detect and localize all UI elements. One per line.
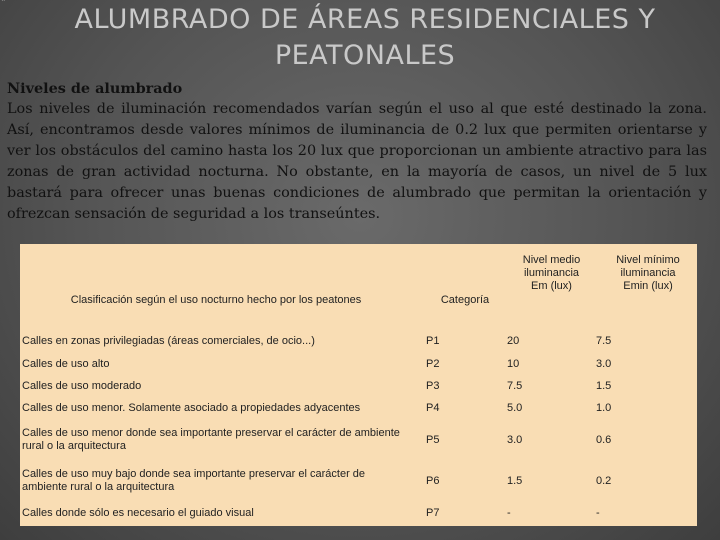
row-description: Calles en zonas privilegiadas (áreas comerciales, de ocio...) (22, 335, 315, 347)
row-category: P7 (426, 507, 440, 519)
row-category: P3 (426, 380, 440, 392)
row-description: Calles de uso alto (22, 358, 110, 370)
row-average: 10 (507, 358, 520, 370)
row-description: Calles de uso muy bajo donde sea importante preservar el carácter de ambiente rural o la arquitectura (22, 468, 366, 493)
row-minimum: 1.0 (596, 402, 612, 414)
row-average: 20 (507, 335, 520, 347)
header-average-illuminance (504, 254, 599, 293)
header-classification: Clasificación según el uso nocturno hecho por los peatones (70, 294, 362, 306)
row-average: 5.0 (507, 402, 523, 414)
row-minimum: 7.5 (596, 335, 612, 347)
header-minimum-line3: Emin (lux) (623, 280, 673, 292)
row-description: Calles de uso menor donde sea importante preservar el carácter de ambiente rural o la arquitectura (22, 427, 400, 452)
row-average: 3.0 (507, 434, 523, 446)
row-minimum: 1.5 (596, 380, 612, 392)
subheading: Niveles de alumbrado (7, 80, 183, 97)
header-minimum-illuminance (603, 254, 693, 293)
header-average-line1: Nivel medio (522, 254, 581, 266)
row-description: Calles donde sólo es necesario el guiado visual (22, 507, 254, 519)
row-category: P1 (426, 335, 440, 347)
lighting-levels-table (20, 244, 697, 526)
row-minimum: 0.2 (596, 475, 612, 487)
slide-title: ALUMBRADO DE ÁREAS RESIDENCIALES Y PEATONALES (74, 4, 656, 71)
row-average: 7.5 (507, 380, 523, 392)
row-minimum: 3.0 (596, 358, 612, 370)
header-average-line3: Em (lux) (531, 280, 572, 292)
row-category: P6 (426, 475, 440, 487)
corner-mark: ˆ (1, 0, 6, 9)
header-minimum-line2: iluminancia (620, 267, 676, 279)
header-minimum-line1: Nivel mínimo (616, 254, 680, 266)
body-text (7, 78, 707, 225)
row-category: P4 (426, 402, 440, 414)
header-average-line2: iluminancia (523, 267, 580, 279)
row-average: - (507, 507, 511, 519)
row-description: Calles de uso moderado (22, 380, 142, 392)
row-description: Calles de uso menor. Solamente asociado a propiedades adyacentes (22, 402, 361, 414)
header-category: Categoría (440, 294, 490, 306)
row-category: P2 (426, 358, 440, 370)
row-category: P5 (426, 434, 440, 446)
row-minimum: 0.6 (596, 434, 612, 446)
row-average: 1.5 (507, 475, 523, 487)
paragraph: Los niveles de iluminación recomendados varían según el uso al que esté destinado la zona. Así, encontramos desde valores mínimos de iluminancia de 0.2 lux que permiten orientarse y ver los obstáculos del camino hasta los 20 lux que proporcionan un ambiente atractivo para las zonas de gran actividad nocturna. No obstante, en la mayoría de casos, un nivel de 5 lux bastará para ofrecer unas buenas condiciones de alumbrado que permitan la orientación y ofrezcan sensación de seguridad a los transeúntes. (7, 101, 707, 222)
row-minimum: - (596, 507, 600, 519)
